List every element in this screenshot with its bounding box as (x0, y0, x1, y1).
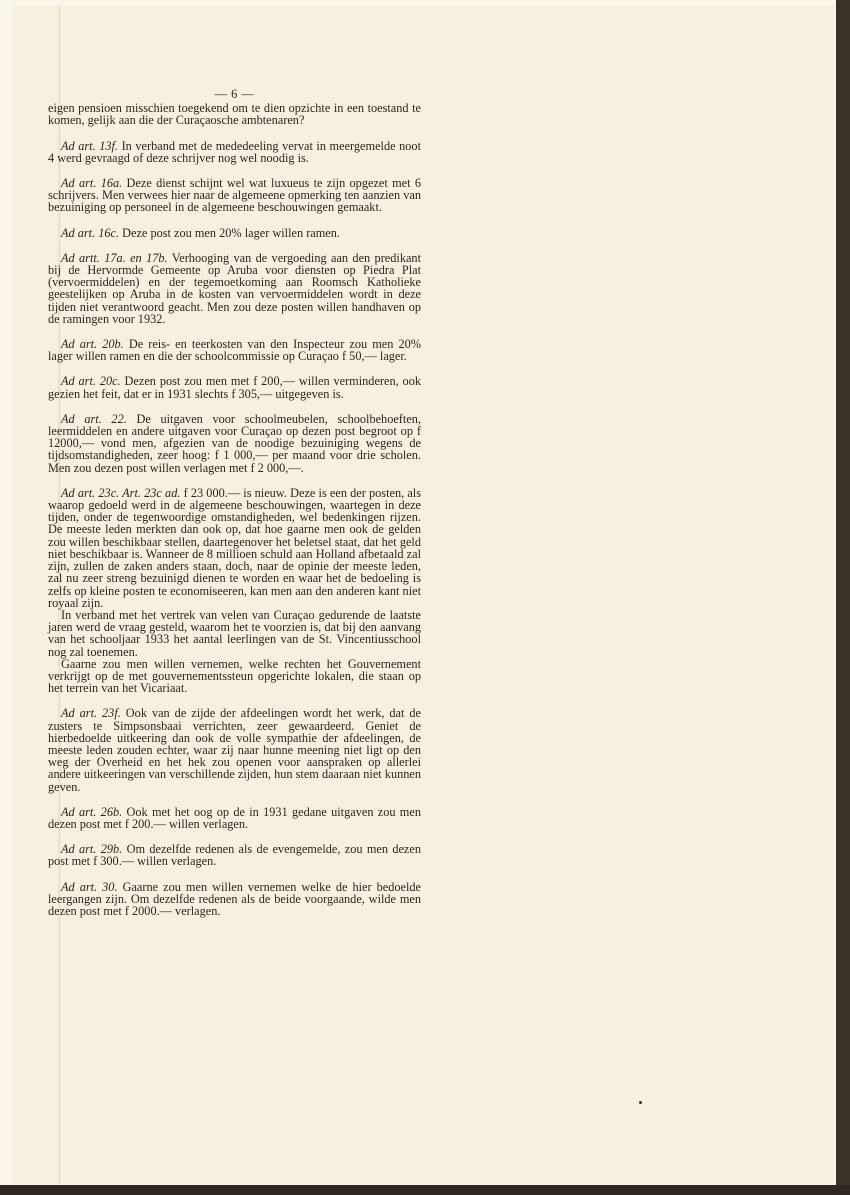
document-body (48, 88, 421, 930)
scan-edge-right (836, 0, 850, 1195)
article-reference: Ad art. 16a. (61, 176, 123, 191)
paragraph-art-29b (48, 843, 421, 867)
paragraph-art-16c (48, 227, 421, 239)
article-reference: Ad art. 22. (61, 411, 127, 426)
paragraph-text: Deze post zou men 20% lager willen ramen. (119, 225, 340, 240)
paragraph-text: Om dezelfde redenen als de evengemelde, zou men dezen post met f 300.— willen verlagen. (48, 842, 421, 869)
article-reference: Ad art. 30. (61, 879, 118, 894)
article-reference: Ad art. 16c. (61, 225, 120, 240)
article-reference: Ad art. 29b. (61, 842, 123, 857)
paragraph-text: Dezen post zou men met f 200,— willen verminderen, ook gezien het feit, dat er in 1931 slechts f 305,— uitgegeven is. (48, 374, 421, 401)
paragraph-art-23f (48, 707, 421, 792)
article-reference: Ad art. 13f. (61, 138, 119, 153)
paragraph-art-17 (48, 252, 421, 325)
paragraph-text: Deze dienst schijnt wel wat luxueus te zijn opgezet met 6 schrijvers. Men verwees hier naar de algemeene opmerking ten aanzien van bezuiniging op personeel in de algemeene beschouwingen gemaakt. (48, 176, 421, 215)
paragraph-art-16a (48, 177, 421, 214)
paragraph-art-30 (48, 881, 421, 918)
paragraph-art-26b (48, 806, 421, 830)
paragraph-art-20c (48, 375, 421, 399)
paragraph-text: De reis- en teerkosten van den Inspecteur zou men 20% lager willen ramen en die der schoolcommissie op Curaçao f 50,— lager. (48, 337, 421, 364)
paragraph-art-13f (48, 140, 421, 164)
paragraph-text: De uitgaven voor schoolmeubelen, schoolbehoeften, leermiddelen en andere uitgaven voor Curaçao op dezen post begroot op f 12000,— vond men, afgezien van de noodige bezuiniging wegens de tijdsomstandigheden, zeer hoog: f 1 000,— per maand voor drie scholen. Men zou dezen post willen verlagen met f 2 000,—. (48, 411, 421, 475)
paragraph-text: In verband met het vertrek van velen van Curaçao gedurende de laatste jaren werd de vraag gesteld, waarom het te voorzien is, dat bij den aanvang van het schooljaar 1933 het aantal leerlingen van de St. Vincentiusschool nog zal toenemen. (48, 607, 421, 659)
paragraph-text: Ook van de zijde der afdeelingen wordt het werk, dat de zusters te Simpsonsbaai verrichten, zeer gewaardeerd. Geniet de hierbedoelde uitkeering dan ook de volle sympathie der afdeelingen, de meeste leden zouden echter, waar zij naar hunne meening niet ligt op den weg der Overheid en het hek zou openen voor aanspraken op allerlei andere uitkeeringen van verschillende zijden, hun stem daaraan niet kunnen geven. (48, 706, 421, 794)
paragraph-art-20b (48, 338, 421, 362)
article-reference: Ad art. 20c. (61, 374, 121, 389)
paragraph-art-23c (48, 487, 421, 609)
scan-edge-bottom (0, 1185, 850, 1195)
paragraph-art-22 (48, 413, 421, 474)
paragraph-text: Gaarne zou men willen vernemen welke de hier bedoelde leergangen zijn. Om dezelfde redenen als de beide voorgaande, wilde men dezen post met f 2000.— verlagen. (48, 879, 422, 918)
article-reference: Ad artt. 17a. en 17b. (61, 250, 168, 265)
paragraph-text: Verhooging van de vergoeding aan den predikant bij de Hervormde Gemeente op Aruba voor diensten op Piedra Plat (vervoermiddelen) en der tegemoetkoming aan Roomsch Katholieke geestelijken op Aruba in de kosten van vervoermiddelen wordt in deze tijden niet verantwoord geacht. Men zou deze posten willen handhaven op de ramingen voor 1932. (48, 250, 421, 326)
paragraph-art-23c-students (48, 609, 421, 658)
article-reference: Ad art. 23f. (61, 706, 121, 721)
paragraph-text: Ook met het oog op de in 1931 gedane uitgaven zou men dezen post met f 200.— willen verlagen. (48, 804, 421, 831)
paragraph-text: Gaarne zou men willen vernemen, welke rechten het Gouvernement verkrijgt op de met gouvernementssteun opgerichte lokalen, die staan op het terrein van het Vicariaat. (48, 656, 421, 696)
paragraph-text: In verband met de mededeeling vervat in meergemelde noot 4 werd gevraagd of deze schrijver nog wel noodig is. (48, 138, 421, 165)
article-reference: Ad art. 23c. Art. 23c ad. (61, 485, 181, 500)
article-reference: Ad art. 26b. (61, 804, 123, 819)
page-number: — 6 — (214, 87, 255, 101)
paragraph-text: eigen pensioen misschien toegekend om te dien opzichte in een toestand te komen, gelijk aan die der Curaçaosche ambtenaren? (48, 101, 421, 128)
paragraph-pension (48, 102, 421, 126)
paragraph-art-23c-rights (48, 658, 421, 695)
paragraph-text: f 23 000.— is nieuw. Deze is een der posten, als waarop gedoeld werd in de algemeene beschouwingen, waartegen in deze tijden, onder de tegenwoordige omstandigheden, wel bedenkingen rijzen. De meeste leden merkten dan ook op, dat hoe gaarne men ook de gelden zou willen beschikbaar stellen, daartegenover het beletsel staat, dat het geld niet beschikbaar is. Wanneer de 8 millioen schuld aan Holland afbetaald zal zijn, zullen de zaken anders staan, doch, naar de opinie der meeste leden, zal nu zeer streng bezuinigd dienen te worden en waar het de bedoeling is zelfs op kleine posten te economiseeren, kan men aan den anderen kant niet royaal zijn. (48, 485, 421, 610)
ink-speck (639, 1101, 642, 1104)
article-reference: Ad art. 20b. (61, 337, 124, 352)
